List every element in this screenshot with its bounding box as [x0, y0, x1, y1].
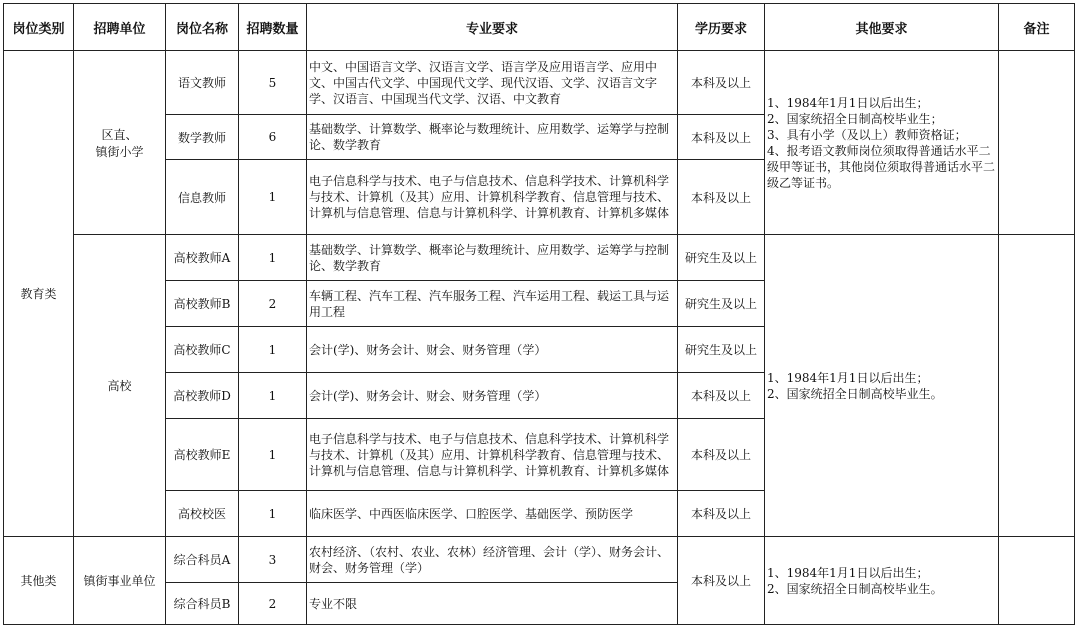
other-requirement-line: 1、1984年1月1日以后出生； [767, 370, 929, 385]
table-row [4, 51, 1075, 115]
education-cell: 本科及以上 [678, 491, 765, 537]
post-cell: 高校教师A [166, 235, 239, 281]
count-cell: 1 [239, 419, 307, 491]
post-cell: 信息教师 [166, 160, 239, 235]
education-cell: 本科及以上 [678, 537, 765, 625]
major-cell: 基础数学、计算数学、概率论与数理统计、应用数学、运筹学与控制论、数学教育 [307, 115, 678, 160]
major-cell: 会计(学)、财务会计、财会、财务管理（学） [307, 373, 678, 419]
header-remark: 备注 [999, 4, 1075, 51]
unit-cell: 高校 [74, 235, 166, 537]
education-cell: 研究生及以上 [678, 235, 765, 281]
recruitment-table-wrapper [3, 3, 1075, 625]
header-education: 学历要求 [678, 4, 765, 51]
count-cell: 2 [239, 583, 307, 625]
count-cell: 6 [239, 115, 307, 160]
post-cell: 高校教师D [166, 373, 239, 419]
count-cell: 5 [239, 51, 307, 115]
major-cell: 中文、中国语言文学、汉语言文学、语言学及应用语言学、应用中文、中国古代文学、中国现代文学、现代汉语、文学、汉语言文字学、汉语言、中国现当代文学、汉语、中文教育 [307, 51, 678, 115]
count-cell: 3 [239, 537, 307, 583]
recruitment-table [3, 3, 1075, 625]
other-requirements-cell [765, 51, 999, 235]
other-requirements-cell [765, 235, 999, 537]
major-cell: 农村经济、（农村、农业、农林）经济管理、会计（学）、财务会计、财会、财务管理（学） [307, 537, 678, 583]
header-major: 专业要求 [307, 4, 678, 51]
other-requirement-line: 1、1984年1月1日以后出生； [767, 95, 929, 110]
education-cell: 本科及以上 [678, 51, 765, 115]
other-requirement-line: 2、国家统招全日制高校毕业生； [767, 111, 943, 126]
post-cell: 高校校医 [166, 491, 239, 537]
post-cell: 高校教师C [166, 327, 239, 373]
other-requirement-line: 3、具有小学（及以上）教师资格证； [767, 127, 967, 142]
other-requirement-line: 4、报考语文教师岗位须取得普通话水平二级甲等证书，其他岗位须取得普通话水平二级乙等证书。 [767, 143, 996, 190]
category-cell: 其他类 [4, 537, 74, 625]
unit-cell: 镇街事业单位 [74, 537, 166, 625]
major-cell: 专业不限 [307, 583, 678, 625]
table-row [4, 235, 1075, 281]
remark-cell [999, 51, 1075, 235]
post-cell: 综合科员B [166, 583, 239, 625]
other-requirements-cell [765, 537, 999, 625]
major-cell: 电子信息科学与技术、电子与信息技术、信息科学技术、计算机科学与技术、计算机（及其）应用、计算机科学教育、信息管理与技术、计算机与信息管理、信息与计算机科学、计算机教育、计算机多媒体 [307, 160, 678, 235]
header-post: 岗位名称 [166, 4, 239, 51]
header-count: 招聘数量 [239, 4, 307, 51]
education-cell: 本科及以上 [678, 373, 765, 419]
education-cell: 本科及以上 [678, 419, 765, 491]
count-cell: 1 [239, 160, 307, 235]
count-cell: 1 [239, 373, 307, 419]
table-row [4, 537, 1075, 583]
other-requirement-line: 1、1984年1月1日以后出生； [767, 565, 929, 580]
other-requirement-line: 2、国家统招全日制高校毕业生。 [767, 581, 943, 596]
header-row [4, 4, 1075, 51]
post-cell: 高校教师B [166, 281, 239, 327]
post-cell: 高校教师E [166, 419, 239, 491]
post-cell: 数学教师 [166, 115, 239, 160]
post-cell: 语文教师 [166, 51, 239, 115]
major-cell: 车辆工程、汽车工程、汽车服务工程、汽车运用工程、载运工具与运用工程 [307, 281, 678, 327]
remark-cell [999, 537, 1075, 625]
header-other: 其他要求 [765, 4, 999, 51]
other-requirement-line: 2、国家统招全日制高校毕业生。 [767, 386, 943, 401]
header-category: 岗位类别 [4, 4, 74, 51]
remark-cell [999, 235, 1075, 537]
major-cell: 临床医学、中西医临床医学、口腔医学、基础医学、预防医学 [307, 491, 678, 537]
major-cell: 会计(学)、财务会计、财会、财务管理（学） [307, 327, 678, 373]
education-cell: 本科及以上 [678, 160, 765, 235]
education-cell: 本科及以上 [678, 115, 765, 160]
education-cell: 研究生及以上 [678, 281, 765, 327]
count-cell: 1 [239, 235, 307, 281]
count-cell: 1 [239, 327, 307, 373]
post-cell: 综合科员A [166, 537, 239, 583]
education-cell: 研究生及以上 [678, 327, 765, 373]
unit-cell: 区直、 镇街小学 [74, 51, 166, 235]
count-cell: 2 [239, 281, 307, 327]
header-unit: 招聘单位 [74, 4, 166, 51]
category-cell: 教育类 [4, 51, 74, 537]
major-cell: 基础数学、计算数学、概率论与数理统计、应用数学、运筹学与控制论、数学教育 [307, 235, 678, 281]
count-cell: 1 [239, 491, 307, 537]
major-cell: 电子信息科学与技术、电子与信息技术、信息科学技术、计算机科学与技术、计算机（及其）应用、计算机科学教育、信息管理与技术、计算机与信息管理、信息与计算机科学、计算机教育、计算机多媒体 [307, 419, 678, 491]
